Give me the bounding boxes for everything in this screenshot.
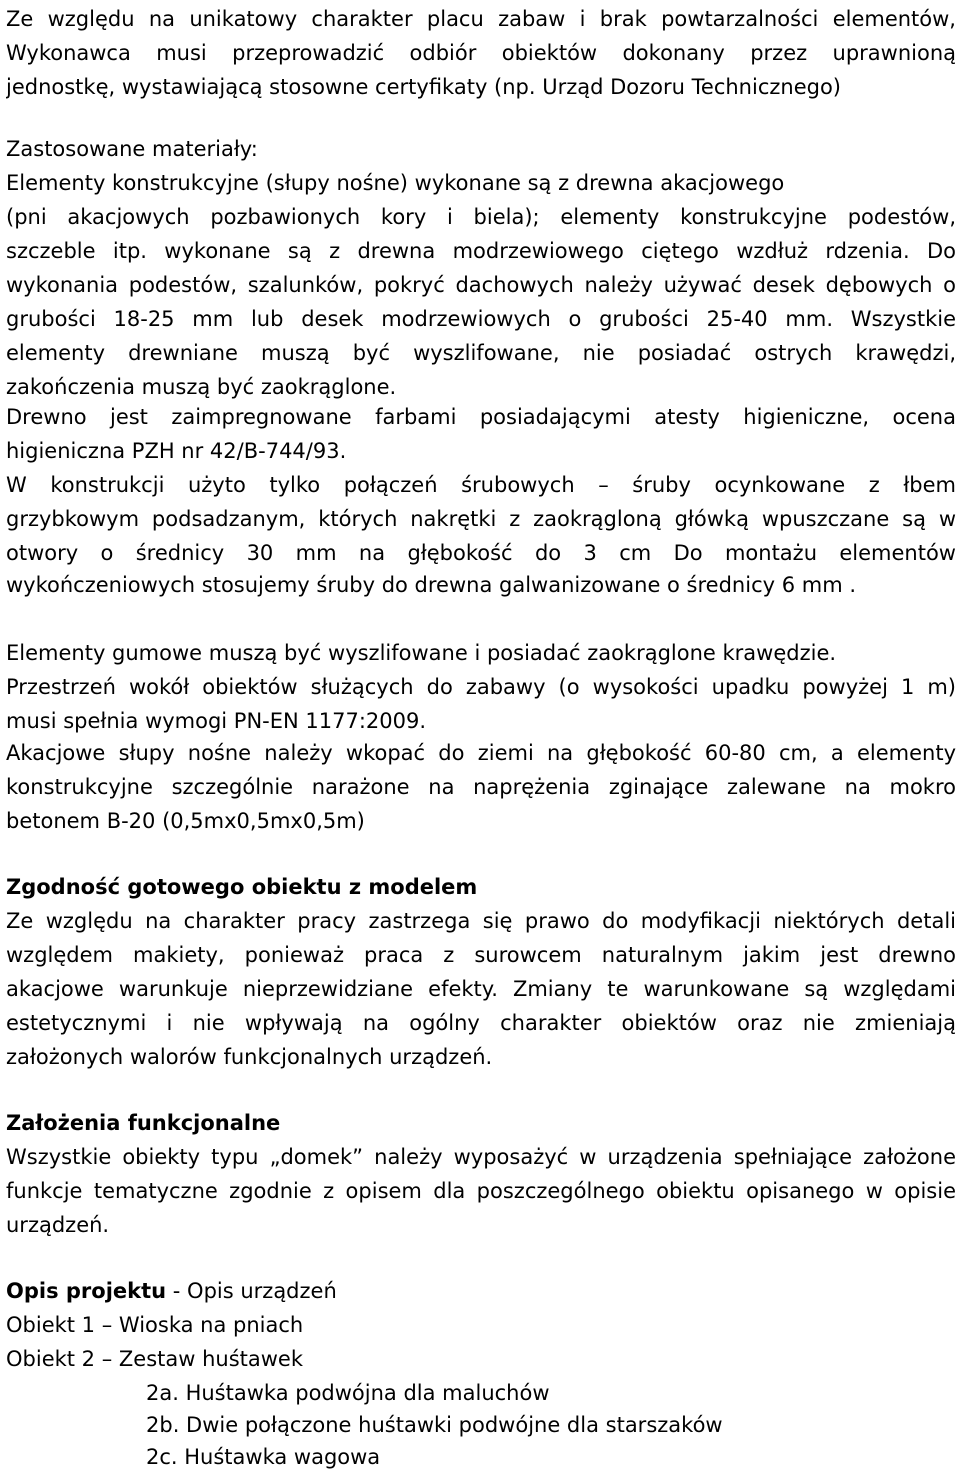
intro-line: Ze względu na unikatowy charakter placu zabaw i brak powtarzalności elementów, <box>6 7 956 31</box>
materials-line: W konstrukcji użyto tylko połączeń śrubowych – śruby ocynkowane z łbem <box>6 473 956 497</box>
conformity-heading: Zgodność gotowego obiektu z modelem <box>6 875 478 899</box>
materials-line: otwory o średnicy 30 mm na głębokość do 3 cm Do montażu elementów <box>6 541 956 565</box>
functional-line: urządzeń. <box>6 1213 110 1237</box>
rubber-line: konstrukcyjne szczególnie narażone na naprężenia zginające zalewane na mokro <box>6 775 956 799</box>
materials-line: grubości 18-25 mm lub desek modrzewiowych o grubości 25-40 mm. Wszystkie <box>6 307 956 331</box>
conformity-line: Ze względu na charakter pracy zastrzega się prawo do modyfikacji niektórych detali <box>6 909 956 933</box>
sub-object-item: 2c. Huśtawka wagowa <box>146 1445 381 1469</box>
materials-line: szczeble itp. wykonane są z drewna modrzewiowego ciętego wzdłuż rdzenia. Do <box>6 239 956 263</box>
materials-line: higieniczna PZH nr 42/B-744/93. <box>6 439 347 463</box>
rubber-line: betonem B-20 (0,5mx0,5mx0,5m) <box>6 809 365 833</box>
conformity-line: estetycznymi i nie wpływają na ogólny charakter obiektów oraz nie zmieniają <box>6 1011 956 1035</box>
object-item: Obiekt 1 – Wioska na pniach <box>6 1313 304 1337</box>
conformity-line: akacjowe warunkuje nieprzewidziane efekty. Zmiany te warunkowane są względami <box>6 977 956 1001</box>
intro-line: jednostkę, wystawiającą stosowne certyfikaty (np. Urząd Dozoru Technicznego) <box>6 75 841 99</box>
project-heading <box>6 1274 956 1308</box>
intro-line: Wykonawca musi przeprowadzić odbiór obiektów dokonany przez uprawnioną <box>6 41 956 65</box>
object-item: Obiekt 2 – Zestaw huśtawek <box>6 1347 304 1371</box>
materials-line: zakończenia muszą być zaokrąglone. <box>6 375 397 399</box>
rubber-line: Elementy gumowe muszą być wyszlifowane i posiadać zaokrąglone krawędzie. <box>6 641 837 665</box>
materials-line: wykończeniowych stosujemy śruby do drewna galwanizowane o średnicy 6 mm . <box>6 573 857 597</box>
project-heading-rest: - Opis urządzeń <box>166 1279 337 1303</box>
materials-line: wykonania podestów, szalunków, pokryć dachowych należy używać desek dębowych o <box>6 273 956 297</box>
materials-heading: Zastosowane materiały: <box>6 137 258 161</box>
functional-heading: Założenia funkcjonalne <box>6 1111 281 1135</box>
sub-object-item: 2b. Dwie połączone huśtawki podwójne dla starszaków <box>146 1413 723 1437</box>
rubber-line: Akacjowe słupy nośne należy wkopać do ziemi na głębokość 60-80 cm, a elementy <box>6 741 956 765</box>
rubber-line: Przestrzeń wokół obiektów służących do zabawy (o wysokości upadku powyżej 1 m) <box>6 675 956 699</box>
materials-line: Elementy konstrukcyjne (słupy nośne) wykonane są z drewna akacjowego <box>6 171 785 195</box>
sub-object-item: 2a. Huśtawka podwójna dla maluchów <box>146 1381 550 1405</box>
conformity-line: względem makiety, ponieważ praca z surowcem naturalnym jakim jest drewno <box>6 943 956 967</box>
materials-line: grzybkowym podsadzanym, których nakrętki z zaokrągloną główką wpuszczane są w <box>6 507 956 531</box>
materials-line: Drewno jest zaimpregnowane farbami posiadającymi atesty higieniczne, ocena <box>6 405 956 429</box>
conformity-line: założonych walorów funkcjonalnych urządzeń. <box>6 1045 493 1069</box>
materials-line: elementy drewniane muszą być wyszlifowane, nie posiadać ostrych krawędzi, <box>6 341 956 365</box>
materials-line: (pni akacjowych pozbawionych kory i biela); elementy konstrukcyjne podestów, <box>6 205 956 229</box>
functional-line: funkcje tematyczne zgodnie z opisem dla poszczególnego obiektu opisanego w opisie <box>6 1179 956 1203</box>
rubber-line: musi spełnia wymogi PN-EN 1177:2009. <box>6 709 427 733</box>
project-heading-bold: Opis projektu <box>6 1279 167 1303</box>
functional-line: Wszystkie obiekty typu „domek” należy wyposażyć w urządzenia spełniające założone <box>6 1145 956 1169</box>
